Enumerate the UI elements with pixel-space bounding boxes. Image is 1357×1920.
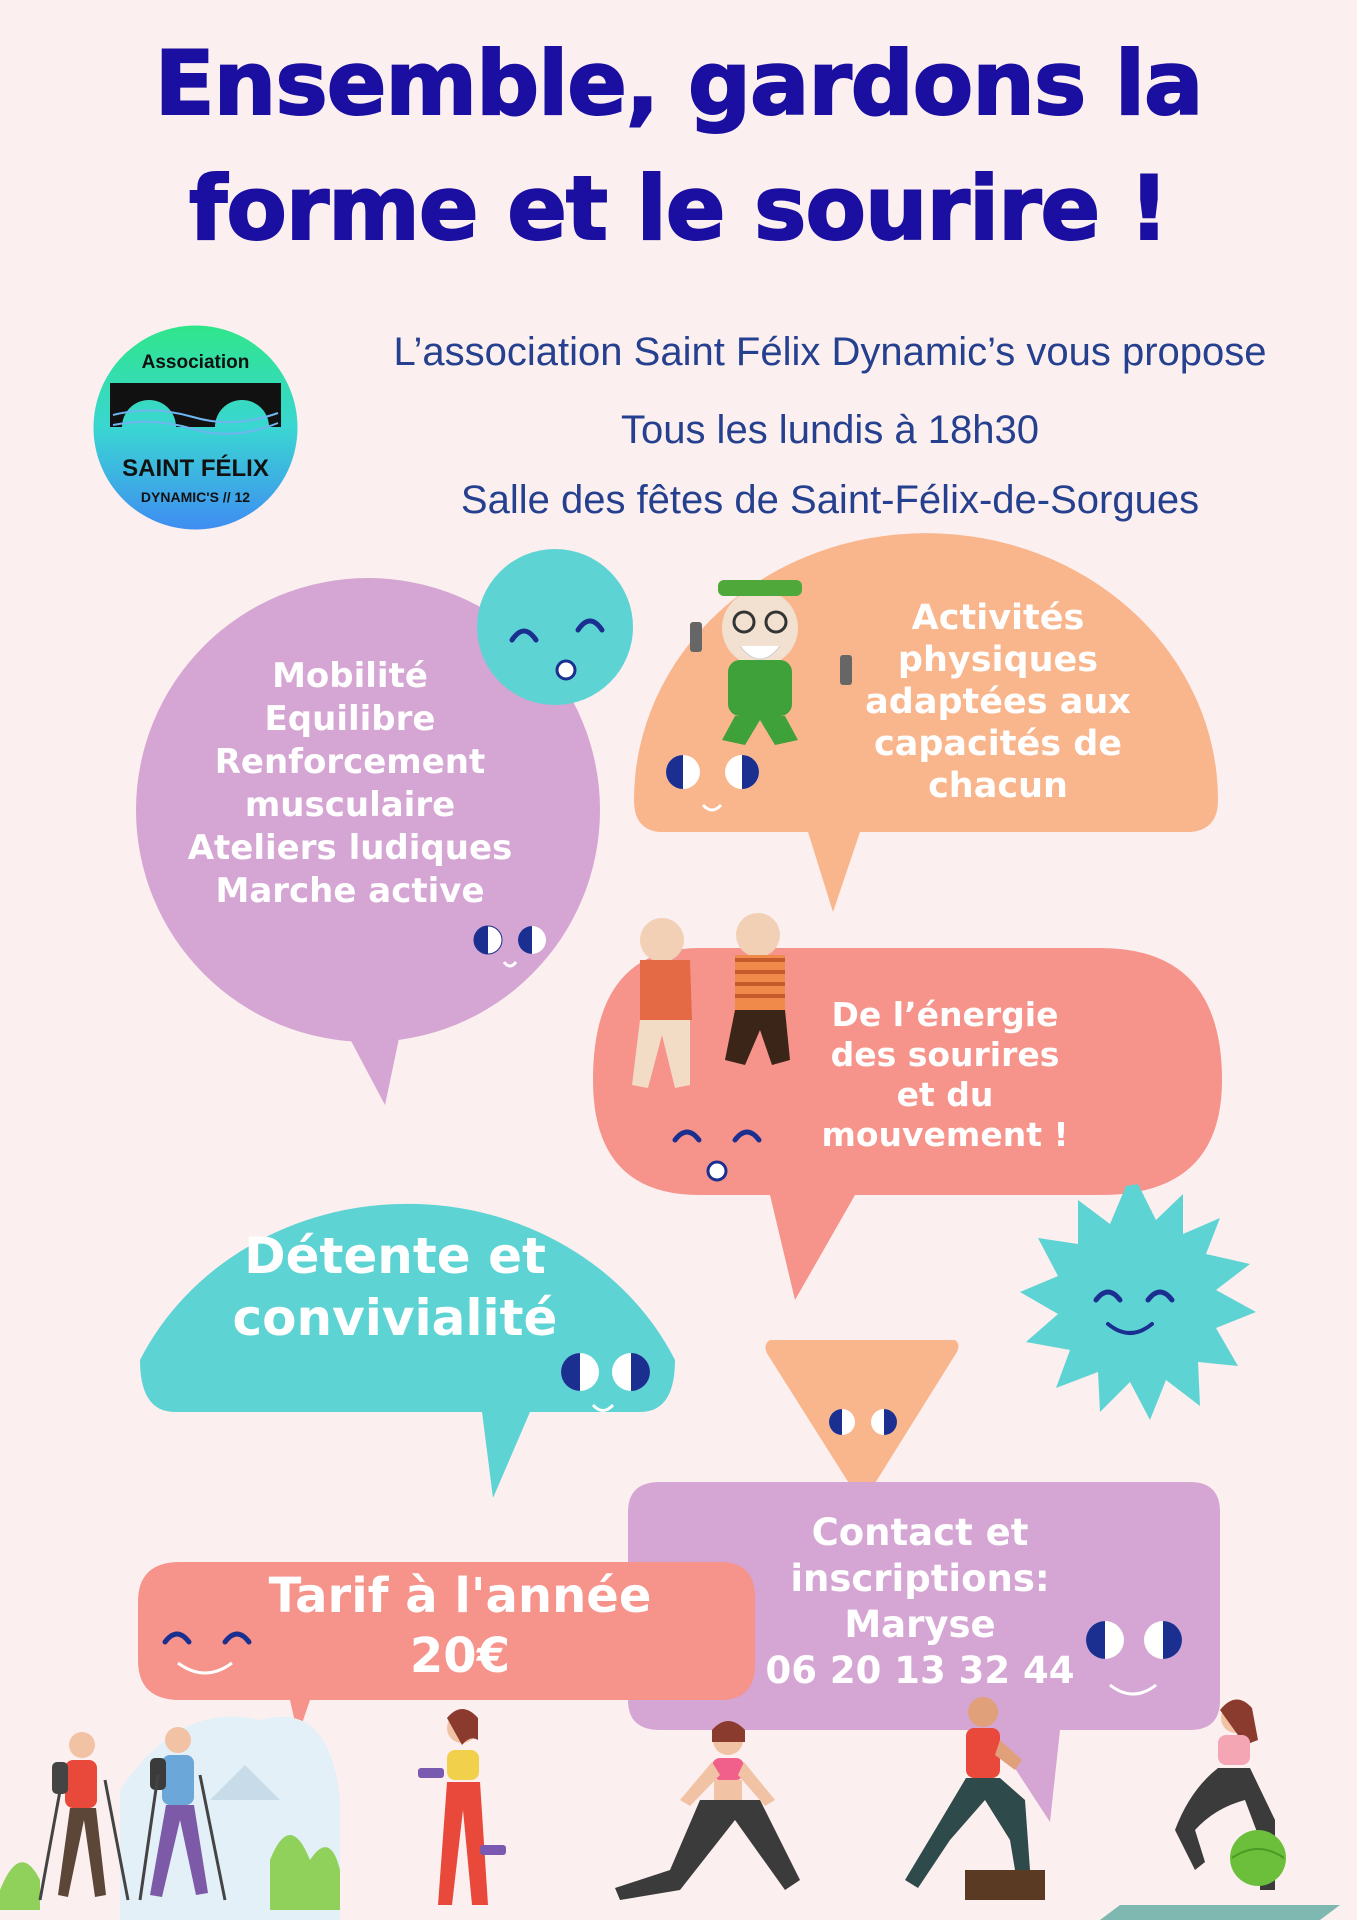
energy-line: De l’énergie [831,995,1059,1034]
hiker-figure [40,1732,128,1900]
activity-item: Mobilité [272,656,428,696]
info-line-2: Tous les lundis à 18h30 [620,408,1040,452]
info-line-1: L’association Saint Félix Dynamic’s vous propose [393,330,1267,374]
logo-top-text: Association [141,352,250,373]
contact-text [750,1510,1090,1694]
page-title-line-1: Ensemble, gardons la [154,32,1203,135]
adapted-line: chacun [928,766,1068,806]
woman-stretch-figure [615,1721,800,1900]
adapted-line: Activités [911,598,1085,638]
triangle-smiley-icon [765,1340,958,1494]
activity-item: musculaire [244,785,456,825]
contact-line: Contact et [811,1511,1029,1554]
activity-item: Marche active [215,871,485,911]
adapted-activities-text [838,597,1158,807]
activity-item: Equilibre [264,699,436,739]
contact-phone: 06 20 13 32 44 [765,1649,1075,1692]
price-label: Tarif à l'année [268,1568,652,1624]
woman-dumbbell-figure [418,1709,506,1905]
sun-smiley-icon [1020,1184,1256,1420]
info-line-3: Salle des fêtes de Saint-Félix-de-Sorgues [460,478,1200,522]
woman-ball-figure [1100,1699,1340,1920]
adapted-line: physiques [897,640,1099,680]
price-value: 20€ [409,1628,511,1684]
page-title-line-2: forme et le sourire ! [189,157,1168,260]
activities-list [140,655,560,913]
energy-line: et du [896,1075,994,1114]
bottom-illustrations [0,1697,1340,1920]
adapted-line: adaptées aux [865,682,1131,722]
activity-item: Renforcement [214,742,486,782]
adapted-line: capacités de [873,724,1123,764]
logo-sub: DYNAMIC'S // 12 [140,489,251,505]
contact-line: inscriptions: [790,1557,1050,1600]
logo-name: SAINT FÉLIX [122,455,269,482]
contact-line: Maryse [844,1603,996,1646]
energy-line: mouvement ! [821,1115,1069,1154]
price-text [215,1566,705,1686]
relax-text [180,1225,610,1349]
relax-line: convivialité [232,1289,558,1347]
relax-line: Détente et [244,1227,546,1285]
energy-line: des sourires [830,1035,1060,1074]
energy-text [795,995,1095,1155]
activity-item: Ateliers ludiques [187,828,513,868]
